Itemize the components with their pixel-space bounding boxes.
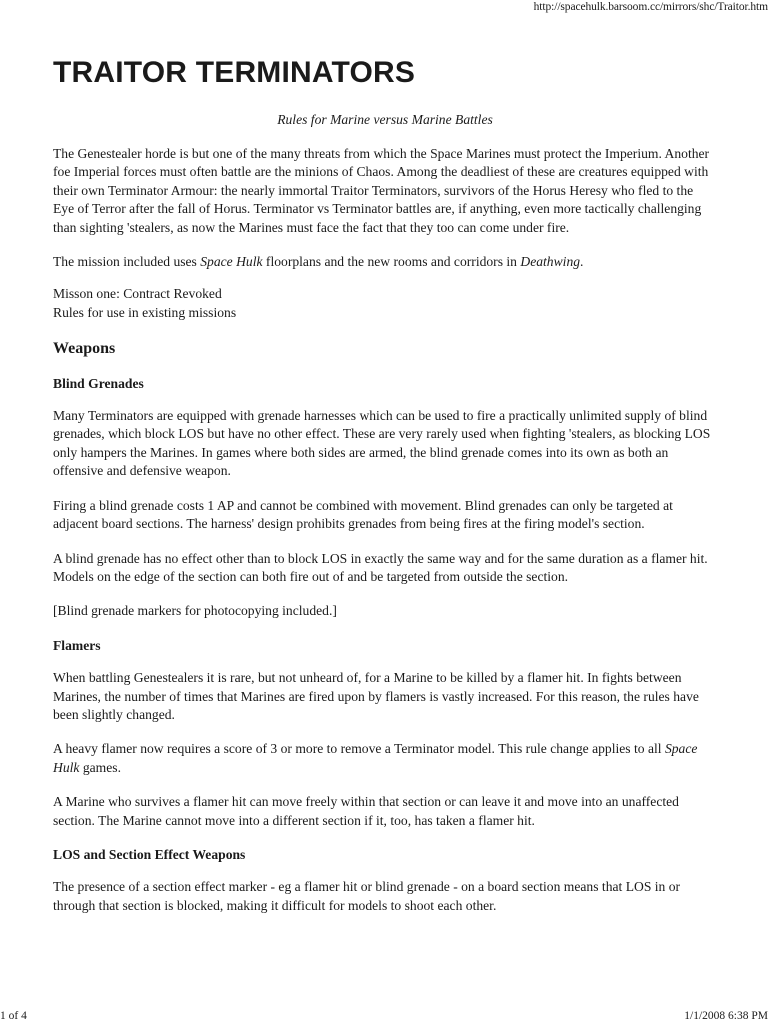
page-subtitle: Rules for Marine versus Marine Battles <box>277 112 493 127</box>
existing-missions-link[interactable]: Rules for use in existing missions <box>53 304 237 320</box>
flamers-paragraph-2 <box>53 740 717 777</box>
flamers-p2-after: games. <box>79 759 121 775</box>
page-number: 1 of 4 <box>0 1010 27 1022</box>
mission-text-middle: floorplans and the new rooms and corridors in <box>262 254 521 270</box>
page-url: http://spacehulk.barsoom.cc/mirrors/shc/Traitor.htm <box>533 1 768 13</box>
flamers-p2-space-hulk: Space Hulk <box>53 741 698 775</box>
flamers-heading: Flamers <box>53 637 101 653</box>
mission-text-after: . <box>580 254 584 270</box>
mission-space-hulk: Space Hulk <box>200 254 263 270</box>
blind-grenades-paragraph-3: A blind grenade has no effect other than to block LOS in exactly the same way and for the same duration as a flamer hit. Models on the edge of the section can both fire out of and be targeted from outside the section. <box>53 550 708 584</box>
mission-text-before: The mission included uses <box>53 254 201 270</box>
los-paragraph-1: The presence of a section effect marker - eg a flamer hit or blind grenade - on a board section means that LOS in or through that section is blocked, making it difficult for models to shoot each other. <box>53 879 681 913</box>
flamers-p2-before: A heavy flamer now requires a score of 3 or more to remove a Terminator model. This rule change applies to all <box>53 741 665 757</box>
print-datetime: 1/1/2008 6:38 PM <box>684 1010 768 1022</box>
mission-paragraph <box>53 253 717 271</box>
mission-deathwing: Deathwing <box>520 254 581 270</box>
los-heading: LOS and Section Effect Weapons <box>53 846 246 862</box>
blind-grenades-paragraph-2: Firing a blind grenade costs 1 AP and cannot be combined with movement. Blind grenades can only be targeted at adjacent board sections. The harness' design prohibits grenades from being fires at the firing model's section. <box>53 497 673 532</box>
weapons-heading: Weapons <box>53 340 116 358</box>
blind-grenades-paragraph-4: [Blind grenade markers for photocopying included.] <box>53 603 337 619</box>
blind-grenades-paragraph-1: Many Terminators are equipped with grenade harnesses which can be used to fire a practically unlimited supply of blind grenades, which block LOS but have no other effect. These are very rarely used when fighting 'stealers, as blocking LOS only hampers the Marines. In games where both sides are armed, the blind grenade comes into its own as both an offensive and defensive weapon. <box>53 408 711 479</box>
mission-links <box>53 285 717 322</box>
flamers-paragraph-1: When battling Genestealers it is rare, but not unheard of, for a Marine to be killed by a flamer hit. In fights between Marines, the number of times that Marines are fired upon by flamers is vastly increased. For this reason, the rules have been slightly changed. <box>53 670 699 722</box>
article <box>53 145 717 931</box>
page-title: TRAITOR TERMINATORS <box>53 56 416 89</box>
flamers-paragraph-3: A Marine who survives a flamer hit can move freely within that section or can leave it and move into an unaffected section. The Marine cannot move into a different section if it, too, has taken a flamer hit. <box>53 794 679 828</box>
mission-one-link[interactable]: Misson one: Contract Revoked <box>53 286 222 302</box>
blind-grenades-heading: Blind Grenades <box>53 375 144 391</box>
intro-paragraph: The Genestealer horde is but one of the many threats from which the Space Marines must protect the Imperium. Another foe Imperial forces must often battle are the minions of Chaos. Among the deadliest of these are creatures equipped with their own Terminator Armour: the nearly immortal Traitor Terminators, survivors of the Horus Heresy who fled to the Eye of Terror after the fall of Horus. Terminator vs Terminator battles are, if anything, even more tactically challenging than sighting 'stealers, as now the Marines must face the fact that they too can come under fire. <box>53 146 710 235</box>
